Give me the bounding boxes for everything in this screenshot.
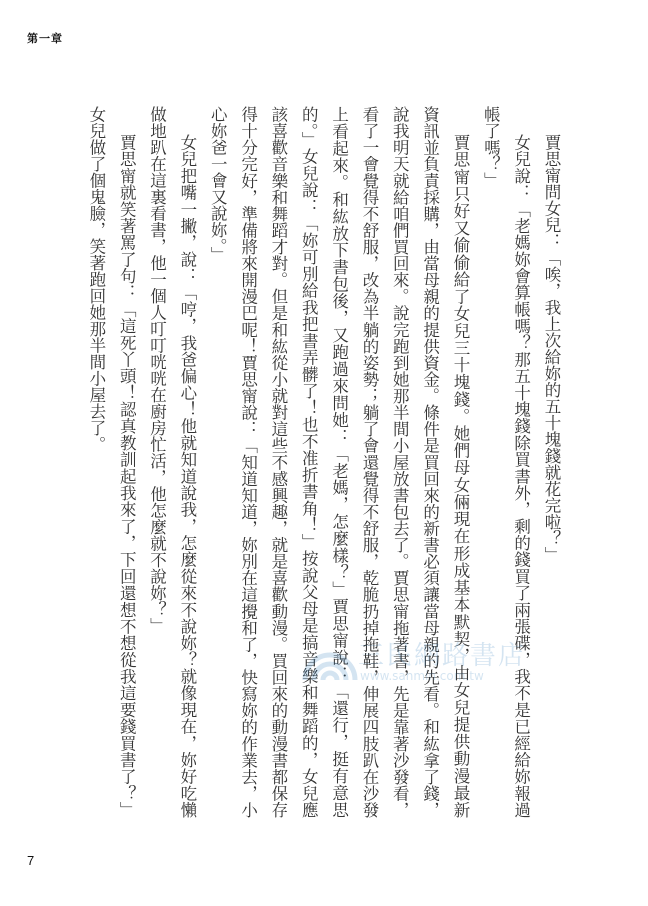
text-column: 賈思甯只好又偷偷給了女兒三十塊錢。她們母女倆現在形成基本默契，由女兒提供動漫最新 <box>450 134 470 818</box>
body-text <box>80 106 566 826</box>
text-column: 心妳爸一會又說妳。」 <box>208 106 228 263</box>
watermark-url: www.sanmin.com.tw <box>360 669 484 683</box>
text-column: 女兒把嘴一撇，說：「哼，我爸偏心！他就知道說我，怎麼從來不說妳？就像現在，妳好吃懶 <box>177 134 197 818</box>
text-column: 該喜歡音樂和舞蹈才對。但是和紘從小就對這些不感興趣，就是喜歡動漫。買回來的動漫書都保存 <box>268 106 288 818</box>
text-column: 做地趴在這裏看書，他一個人叮叮咣咣在廚房忙活，他怎麼就不說妳？」 <box>147 106 167 634</box>
text-column: 帳了嗎？」 <box>481 106 501 189</box>
text-column: 賈思甯問女兒：「唉，我上次給妳的五十塊錢就花完啦？」 <box>542 134 561 563</box>
text-column: 得十分完好，準備將來開漫巴呢！賈思甯說：「知道知道，妳別在這攪和了，快寫妳的作業去，小 <box>238 106 258 818</box>
page-number: 7 <box>27 853 35 868</box>
text-column: 資訊並負責採購，由當母親的提供資金。條件是買回來的新書必須讓當母親的先看。和紘拿了錢， <box>420 106 440 818</box>
text-column: 說我明天就給咱們買回來。說完跑到她那半間小屋放書包去了。賈思甯拖著書，先是靠著沙發看， <box>390 106 410 818</box>
text-column: 上看起來。和紘放下書包後，又跑過來問她：「老媽，怎麼樣？」賈思甯說：「還行，挺有意思 <box>329 106 349 818</box>
text-column: 看了一會覺得不舒服，改為半躺的姿勢；躺了會還覺得不舒服，乾脆扔掉拖鞋，伸展四肢趴在沙發 <box>359 106 379 818</box>
running-head-chapter: 第一章 <box>27 32 63 45</box>
text-column: 女兒說：「老媽妳會算帳嗎？那五十塊錢除買書外，剩的錢買了兩張碟，我不是已經給妳報過 <box>511 134 531 818</box>
watermark-text: 三民網路書店 <box>358 641 527 671</box>
text-column: 女兒做了個鬼臉，笑著跑回她那半間小屋去了。 <box>86 106 106 453</box>
text-column: 賈思甯就笑著罵了句：「這死丫頭！認真教訓起我來了，下回還想不想從我這要錢買書了？」 <box>117 134 137 818</box>
text-column: 的。」女兒說：「妳可別給我把書弄髒了！也不准折書角！」按說父母是搞音樂和舞蹈的，女兒應 <box>299 106 319 818</box>
